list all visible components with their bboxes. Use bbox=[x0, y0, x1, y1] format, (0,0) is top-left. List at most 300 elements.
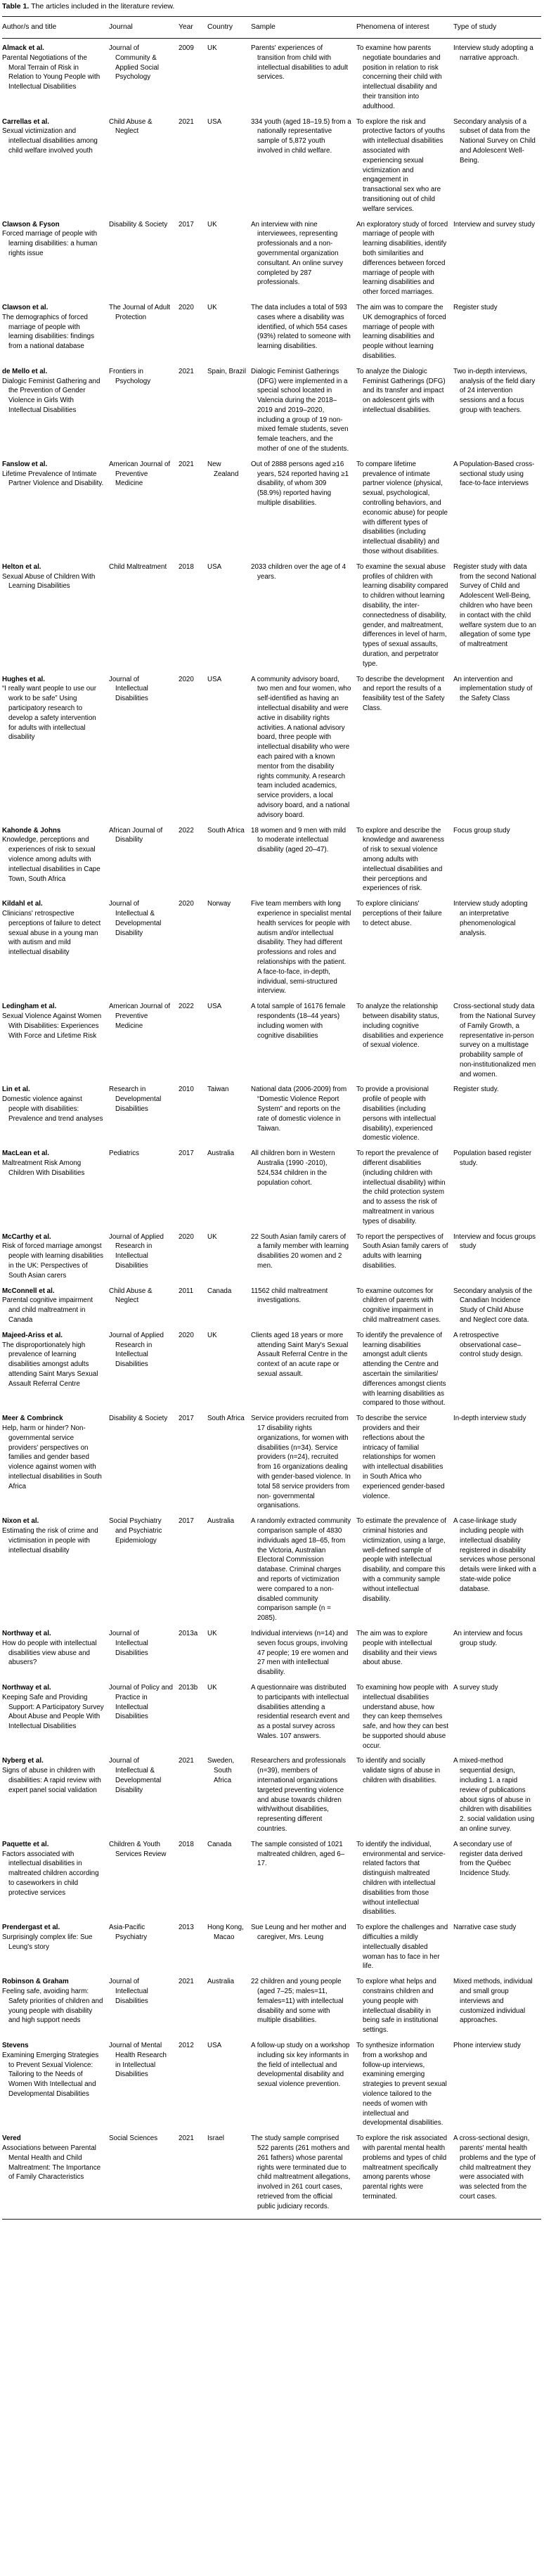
article-title: Sexual Abuse of Children With Learning Disabilities bbox=[2, 572, 96, 591]
cell-author-title bbox=[2, 1083, 109, 1147]
journal-name: Pediatrics bbox=[109, 1149, 140, 1158]
cell-type-of-study bbox=[453, 1083, 541, 1147]
phenomena-of-interest: To identify the individual, environmental and service-related factors that distinguish maltreated children with intellectual disabilities from those without intellectual disabilities. bbox=[356, 1840, 446, 1917]
cell-sample bbox=[251, 1329, 356, 1412]
sample-description: 2033 children over the age of 4 years. bbox=[251, 562, 347, 581]
type-of-study: Two in-depth interviews, analysis of the field diary of 24 intervention sessions and a focus group with teachers. bbox=[453, 367, 536, 414]
author-name: McCarthy et al. bbox=[2, 1232, 51, 1241]
author-name: de Mello et al. bbox=[2, 367, 48, 375]
cell-sample bbox=[251, 1285, 356, 1329]
cell-year bbox=[179, 2040, 207, 2132]
type-of-study: A case-linkage study including people with intellectual disability registered in disability services whose personal details were linked with a state-wide police database. bbox=[453, 1517, 536, 1593]
cell-country bbox=[207, 116, 251, 219]
cell-author-title bbox=[2, 561, 109, 674]
type-of-study: Focus group study bbox=[453, 826, 510, 835]
country-name: UK bbox=[207, 1331, 217, 1339]
cell-journal bbox=[109, 1231, 179, 1285]
country-name: UK bbox=[207, 1629, 217, 1637]
article-title: Risk of forced marriage amongst people with learning disabilities in the UK: Perspectives of South Asian carers bbox=[2, 1242, 104, 1280]
cell-author-title bbox=[2, 1921, 109, 1976]
cell-country bbox=[207, 1976, 251, 2040]
table-row bbox=[2, 1412, 541, 1515]
column-header-year: Year bbox=[179, 17, 207, 39]
phenomena-of-interest: The aim was to compare the UK demographics of forced marriage of people with learning disabilities and people without learning disabilities. bbox=[356, 303, 446, 360]
publication-year: 2021 bbox=[179, 117, 194, 126]
type-of-study: Mixed methods, individual and small group interviews and customized individual approaches. bbox=[453, 1978, 533, 2025]
table-row bbox=[2, 39, 541, 116]
phenomena-of-interest: To synthesize information from a workshop and follow-up interviews, examining emerging strategies to prevent sexual violence tailored to the needs of women with intellectual and developmental disabilities. bbox=[356, 2042, 447, 2127]
author-name: Northway et al. bbox=[2, 1683, 51, 1692]
journal-name: The Journal of Adult Protection bbox=[109, 303, 171, 321]
cell-country bbox=[207, 2132, 251, 2219]
cell-year bbox=[179, 1000, 207, 1083]
cell-year bbox=[179, 1515, 207, 1628]
journal-name: Journal of Community & Applied Social Psychology bbox=[109, 44, 160, 82]
cell-phenomena bbox=[356, 1628, 453, 1682]
cell-author-title bbox=[2, 1628, 109, 1682]
phenomena-of-interest: An exploratory study of forced marriage of people with learning disabilities, identify both similarities and differences between forced marriage of people with learning disabilities and other forced marriages. bbox=[356, 220, 448, 297]
cell-sample bbox=[251, 1838, 356, 1921]
type-of-study: Interview and survey study bbox=[453, 220, 535, 228]
cell-sample bbox=[251, 1147, 356, 1230]
author-name: Nixon et al. bbox=[2, 1517, 39, 1526]
publication-year: 2020 bbox=[179, 675, 194, 683]
country-name: Canada bbox=[207, 1840, 232, 1848]
cell-type-of-study bbox=[453, 458, 541, 561]
author-name: Hughes et al. bbox=[2, 675, 45, 683]
cell-type-of-study bbox=[453, 2132, 541, 2219]
cell-author-title bbox=[2, 366, 109, 458]
article-title: Surprisingly complex life: Sue Leung's story bbox=[2, 1933, 93, 1951]
literature-review-table bbox=[2, 16, 541, 2220]
column-header-phenomena: Phenomena of interest bbox=[356, 17, 453, 39]
country-name: UK bbox=[207, 303, 217, 311]
cell-year bbox=[179, 1231, 207, 1285]
author-name: Carrellas et al. bbox=[2, 117, 49, 126]
sample-description: Researchers and professionals (n=39), members of international organizations targeted preventing violence and abuse towards children with/without disabilities, representing different countries. bbox=[251, 1757, 347, 1834]
cell-journal bbox=[109, 1921, 179, 1976]
type-of-study: An interview and focus group study. bbox=[453, 1629, 523, 1647]
cell-type-of-study bbox=[453, 1976, 541, 2040]
cell-year bbox=[179, 39, 207, 116]
article-title: How do people with intellectual disabilities view abuse and abusers? bbox=[2, 1639, 97, 1667]
journal-name: American Journal of Preventive Medicine bbox=[109, 460, 171, 488]
cell-sample bbox=[251, 898, 356, 1000]
cell-year bbox=[179, 1755, 207, 1838]
cell-year bbox=[179, 825, 207, 899]
cell-phenomena bbox=[356, 1329, 453, 1412]
cell-year bbox=[179, 1083, 207, 1147]
table-row bbox=[2, 1682, 541, 1756]
table-row bbox=[2, 898, 541, 1000]
phenomena-of-interest: To describe the development and report the results of a feasibility test of the Safety Class. bbox=[356, 675, 445, 712]
cell-journal bbox=[109, 1755, 179, 1838]
sample-description: Out of 2888 persons aged ≥16 years, 524 reported having ≥1 disability, of whom 309 (58.9%) reported having multiple disabilities. bbox=[251, 460, 349, 508]
table-caption bbox=[2, 2, 541, 11]
publication-year: 2022 bbox=[179, 826, 194, 835]
publication-year: 2017 bbox=[179, 1415, 194, 1423]
cell-type-of-study bbox=[453, 674, 541, 825]
cell-year bbox=[179, 898, 207, 1000]
cell-sample bbox=[251, 219, 356, 302]
cell-type-of-study bbox=[453, 1147, 541, 1230]
cell-sample bbox=[251, 1231, 356, 1285]
type-of-study: A survey study bbox=[453, 1683, 498, 1692]
cell-country bbox=[207, 458, 251, 561]
cell-author-title bbox=[2, 2040, 109, 2132]
cell-sample bbox=[251, 302, 356, 366]
article-title: Parental Negotiations of the Moral Terrain of Risk in Relation to Young People with Intellectual Disabilities bbox=[2, 53, 101, 91]
cell-type-of-study bbox=[453, 561, 541, 674]
cell-journal bbox=[109, 1976, 179, 2040]
author-name: Northway et al. bbox=[2, 1629, 51, 1637]
cell-author-title bbox=[2, 458, 109, 561]
cell-sample bbox=[251, 1921, 356, 1976]
article-title: Signs of abuse in children with disabilities: A rapid review with expert panel social validation bbox=[2, 1767, 101, 1794]
article-title: Examining Emerging Strategies to Prevent Sexual Violence: Tailoring to the Needs of Women With Intellectual and Developmental Disabilities bbox=[2, 2051, 99, 2098]
type-of-study: Interview study adopting an interpretative phenomenological analysis. bbox=[453, 900, 528, 937]
cell-author-title bbox=[2, 1285, 109, 1329]
cell-journal bbox=[109, 825, 179, 899]
table-row bbox=[2, 561, 541, 674]
table-header bbox=[2, 17, 541, 39]
sample-description: Sue Leung and her mother and caregiver, Mrs. Leung bbox=[251, 1924, 347, 1942]
article-title: “I really want people to use our work to be safe” Using participatory research to develop a safety intervention for adults with intellectual disability bbox=[2, 685, 96, 742]
cell-sample bbox=[251, 366, 356, 458]
publication-year: 2020 bbox=[179, 303, 194, 311]
type-of-study: A mixed-method sequential design, including 1. a rapid review of publications about signs of abuse in children with disabilities 2. social validation using an online survey. bbox=[453, 1757, 535, 1834]
table-row bbox=[2, 825, 541, 899]
phenomena-of-interest: The aim was to explore people with intellectual disability and their views about abuse. bbox=[356, 1629, 437, 1667]
cell-phenomena bbox=[356, 2040, 453, 2132]
cell-country bbox=[207, 2040, 251, 2132]
cell-author-title bbox=[2, 1755, 109, 1838]
cell-country bbox=[207, 1921, 251, 1976]
author-name: Clawson & Fyson bbox=[2, 220, 60, 228]
cell-sample bbox=[251, 2132, 356, 2219]
cell-journal bbox=[109, 561, 179, 674]
type-of-study: Phone interview study bbox=[453, 2042, 521, 2049]
country-name: Israel bbox=[207, 2134, 224, 2143]
journal-name: Frontiers in Psychology bbox=[109, 367, 151, 385]
type-of-study: Register study with data from the second National Survey of Child and Adolescent Well-Being, children who have been in contact with the child welfare system due to an allegation of some type of maltreatment bbox=[453, 562, 536, 649]
cell-country bbox=[207, 1147, 251, 1230]
type-of-study: In-depth interview study bbox=[453, 1415, 526, 1423]
cell-year bbox=[179, 1412, 207, 1515]
cell-year bbox=[179, 561, 207, 674]
journal-name: Journal of Intellectual & Developmental Disability bbox=[109, 1757, 162, 1794]
cell-journal bbox=[109, 2132, 179, 2219]
table-row bbox=[2, 1000, 541, 1083]
cell-country bbox=[207, 302, 251, 366]
country-name: Australia bbox=[207, 1149, 235, 1158]
sample-description: Individual interviews (n=14) and seven focus groups, involving 47 people; 19 ere women and 27 men with intellectual disability. bbox=[251, 1629, 349, 1677]
author-name: Meer & Combrinck bbox=[2, 1415, 63, 1423]
cell-year bbox=[179, 1329, 207, 1412]
cell-phenomena bbox=[356, 2132, 453, 2219]
sample-description: 18 women and 9 men with mild to moderate intellectual disability (aged 20–47). bbox=[251, 826, 347, 854]
journal-name: Child Abuse & Neglect bbox=[109, 1287, 153, 1305]
cell-year bbox=[179, 116, 207, 219]
cell-phenomena bbox=[356, 219, 453, 302]
country-name: Australia bbox=[207, 1517, 235, 1526]
author-name: Paquette et al. bbox=[2, 1840, 49, 1848]
publication-year: 2013a bbox=[179, 1629, 198, 1637]
cell-year bbox=[179, 366, 207, 458]
table-row bbox=[2, 1628, 541, 1682]
publication-year: 2018 bbox=[179, 1840, 194, 1848]
author-name: Robinson & Graham bbox=[2, 1978, 69, 1986]
author-name: McConnell et al. bbox=[2, 1287, 55, 1295]
phenomena-of-interest: To identify the prevalence of learning disabilities amongst adult clients attending the Centre and ascertain the similarities/ differences amongst clients with learning disabilities as compared to those without. bbox=[356, 1331, 446, 1408]
cell-journal bbox=[109, 1147, 179, 1230]
cell-phenomena bbox=[356, 1838, 453, 1921]
sample-description: Clients aged 18 years or more attending Saint Mary's Sexual Assault Referral Centre in the context of an acute rape or sexual assault. bbox=[251, 1331, 349, 1378]
phenomena-of-interest: To explore and describe the knowledge and awareness of risk to sexual violence among adults with intellectual disabilities and their perceptions and experiences of risk. bbox=[356, 826, 445, 893]
country-name: Taiwan bbox=[207, 1086, 229, 1094]
cell-journal bbox=[109, 898, 179, 1000]
publication-year: 2009 bbox=[179, 44, 194, 52]
column-header-journal: Journal bbox=[109, 17, 179, 39]
sample-description: The study sample comprised 522 parents (261 mothers and 261 fathers) whose parental rights were terminated due to child maltreatment allegations, involved in 261 court cases, retrieved from the official public judiciary records. bbox=[251, 2134, 351, 2210]
article-title: Sexual victimization and intellectual disabilities among child welfare involved youth bbox=[2, 127, 98, 155]
phenomena-of-interest: To explore clinicians' perceptions of their failure to detect abuse. bbox=[356, 900, 442, 927]
cell-sample bbox=[251, 116, 356, 219]
cell-journal bbox=[109, 1285, 179, 1329]
phenomena-of-interest: To report the prevalence of different disabilities (including children with intellectual disability) within the child protection system and to assess the risk of maltreatment in various types of disability. bbox=[356, 1149, 446, 1225]
cell-journal bbox=[109, 116, 179, 219]
sample-description: The sample consisted of 1021 maltreated children, aged 6–17. bbox=[251, 1840, 345, 1868]
cell-type-of-study bbox=[453, 1838, 541, 1921]
cell-type-of-study bbox=[453, 1000, 541, 1083]
cell-phenomena bbox=[356, 674, 453, 825]
column-header-authors-title: Author/s and title bbox=[2, 17, 109, 39]
table-row bbox=[2, 1515, 541, 1628]
cell-year bbox=[179, 1921, 207, 1976]
cell-year bbox=[179, 674, 207, 825]
author-name: Helton et al. bbox=[2, 562, 41, 571]
sample-description: Five team members with long experience in specialist mental health services for people with autism and/or intellectual disability. They had different professions and roles and relationships with the patient. A face-to-face, in-depth, individual, semi-structured interview. bbox=[251, 900, 351, 996]
phenomena-of-interest: To explore the risk and protective factors of youths with intellectual disabilities associated with experiencing sexual victimization and engagement in transactional sex who are transitioning out of child welfare services. bbox=[356, 117, 446, 213]
cell-year bbox=[179, 1838, 207, 1921]
sample-description: 22 South Asian family carers of a family member with learning disabilities 20 women and 2 men. bbox=[251, 1232, 349, 1270]
cell-phenomena bbox=[356, 1000, 453, 1083]
country-name: USA bbox=[207, 675, 222, 683]
journal-name: Child Maltreatment bbox=[109, 562, 167, 571]
table-row bbox=[2, 219, 541, 302]
cell-journal bbox=[109, 39, 179, 116]
cell-year bbox=[179, 219, 207, 302]
cell-author-title bbox=[2, 1838, 109, 1921]
type-of-study: A secondary use of register data derived from the Québec Incidence Study. bbox=[453, 1840, 523, 1878]
country-name: UK bbox=[207, 1232, 217, 1241]
cell-journal bbox=[109, 302, 179, 366]
cell-journal bbox=[109, 1838, 179, 1921]
cell-phenomena bbox=[356, 1231, 453, 1285]
journal-name: Journal of Intellectual & Developmental Disability bbox=[109, 900, 162, 937]
cell-sample bbox=[251, 674, 356, 825]
cell-phenomena bbox=[356, 1147, 453, 1230]
publication-year: 2010 bbox=[179, 1086, 194, 1094]
author-name: Clawson et al. bbox=[2, 303, 48, 311]
cell-author-title bbox=[2, 825, 109, 899]
cell-country bbox=[207, 39, 251, 116]
cell-country bbox=[207, 1628, 251, 1682]
journal-name: African Journal of Disability bbox=[109, 826, 163, 844]
cell-sample bbox=[251, 1412, 356, 1515]
cell-type-of-study bbox=[453, 1628, 541, 1682]
publication-year: 2012 bbox=[179, 2042, 194, 2049]
article-title: Parental cognitive impairment and child maltreatment in Canada bbox=[2, 1296, 93, 1325]
cell-country bbox=[207, 1412, 251, 1515]
column-header-type-of-study: Type of study bbox=[453, 17, 541, 39]
sample-description: A follow-up study on a workshop including six key informants in the field of intellectual and developmental disability and sexual violence prevention. bbox=[251, 2042, 350, 2089]
type-of-study: Interview study adopting a narrative approach. bbox=[453, 44, 533, 62]
publication-year: 2011 bbox=[179, 1287, 194, 1295]
cell-type-of-study bbox=[453, 366, 541, 458]
cell-type-of-study bbox=[453, 1285, 541, 1329]
cell-year bbox=[179, 302, 207, 366]
journal-name: Children & Youth Services Review bbox=[109, 1840, 167, 1858]
cell-country bbox=[207, 825, 251, 899]
cell-sample bbox=[251, 458, 356, 561]
article-title: Associations between Parental Mental Health and Child Maltreatment: The Importance of Family Characteristics bbox=[2, 2144, 101, 2182]
publication-year: 2021 bbox=[179, 367, 194, 375]
country-name: Spain, Brazil bbox=[207, 367, 246, 375]
country-name: USA bbox=[207, 562, 222, 571]
cell-journal bbox=[109, 1515, 179, 1628]
cell-author-title bbox=[2, 1000, 109, 1083]
cell-sample bbox=[251, 39, 356, 116]
table-row bbox=[2, 302, 541, 366]
cell-country bbox=[207, 561, 251, 674]
cell-country bbox=[207, 1231, 251, 1285]
cell-author-title bbox=[2, 898, 109, 1000]
article-title: Keeping Safe and Providing Support: A Participatory Survey About Abuse and People With Intellectual Disabilities bbox=[2, 1693, 104, 1731]
table-row bbox=[2, 458, 541, 561]
country-name: UK bbox=[207, 1683, 217, 1692]
table-caption-label: Table 1. bbox=[2, 2, 30, 11]
sample-description: Parents' experiences of transition from child with intellectual disabilities to adult services. bbox=[251, 44, 349, 82]
sample-description: Service providers recruited from 17 disability rights organizations, for women with disabilities (n=34). Service providers (n=24), recruited from 16 organizations dealing with gender-based violence. In total 58 service providers from non- governmental organisations. bbox=[251, 1415, 351, 1510]
publication-year: 2017 bbox=[179, 220, 194, 228]
article-title: Factors associated with intellectual disabilities in maltreated children according to caseworkers in child protective services bbox=[2, 1850, 99, 1897]
cell-journal bbox=[109, 2040, 179, 2132]
journal-name: Journal of Mental Health Research in Intellectual Disabilities bbox=[109, 2042, 167, 2079]
article-title: Domestic violence against people with disabilities: Prevalence and trend analyses bbox=[2, 1095, 103, 1123]
cell-type-of-study bbox=[453, 1412, 541, 1515]
cell-journal bbox=[109, 1329, 179, 1412]
cell-phenomena bbox=[356, 1921, 453, 1976]
cell-sample bbox=[251, 1976, 356, 2040]
phenomena-of-interest: To explore the challenges and difficulties a mildly intellectually disabled woman has to face in her life. bbox=[356, 1924, 448, 1971]
cell-phenomena bbox=[356, 1285, 453, 1329]
cell-author-title bbox=[2, 1515, 109, 1628]
type-of-study: Interview and focus groups study bbox=[453, 1232, 536, 1251]
journal-name: Child Abuse & Neglect bbox=[109, 117, 153, 136]
cell-type-of-study bbox=[453, 116, 541, 219]
type-of-study: Cross-sectional study data from the National Survey of Family Growth, a representative in-person survey on a multistage probability sample of non-institutionalized men and women. bbox=[453, 1003, 536, 1078]
table-row bbox=[2, 1838, 541, 1921]
author-name: Ledingham et al. bbox=[2, 1003, 57, 1011]
table-row bbox=[2, 1083, 541, 1147]
article-title: Maltreatment Risk Among Children With Disabilities bbox=[2, 1159, 85, 1177]
country-name: Canada bbox=[207, 1287, 232, 1295]
cell-author-title bbox=[2, 219, 109, 302]
publication-year: 2020 bbox=[179, 1331, 194, 1339]
phenomena-of-interest: To estimate the prevalence of criminal histories and victimization, using a large, well-defined sample of people with intellectual disability, and compare this with a community sample without intellectual disability. bbox=[356, 1517, 446, 1603]
cell-phenomena bbox=[356, 1976, 453, 2040]
column-header-sample: Sample bbox=[251, 17, 356, 39]
cell-year bbox=[179, 1682, 207, 1756]
cell-type-of-study bbox=[453, 1515, 541, 1628]
cell-country bbox=[207, 1083, 251, 1147]
cell-phenomena bbox=[356, 561, 453, 674]
publication-year: 2018 bbox=[179, 562, 194, 571]
type-of-study: Secondary analysis of a subset of data from the National Survey on Child and Adolescent Well-Being. bbox=[453, 117, 536, 165]
article-title: Feeling safe, avoiding harm: Safety priorities of children and young people with disability and high support needs bbox=[2, 1988, 103, 2025]
cell-author-title bbox=[2, 302, 109, 366]
phenomena-of-interest: To examine how parents negotiate boundaries and position in relation to risk concerning their child with intellectual disability and their transition into adulthood. bbox=[356, 44, 442, 110]
publication-year: 2020 bbox=[179, 1232, 194, 1241]
cell-sample bbox=[251, 1083, 356, 1147]
cell-journal bbox=[109, 674, 179, 825]
sample-description: A questionnaire was distributed to participants with intellectual disabilities attending a residential research event and as a postal survey across Wales. 107 answers. bbox=[251, 1683, 350, 1740]
country-name: USA bbox=[207, 117, 222, 126]
journal-name: Journal of Policy and Practice in Intellectual Disabilities bbox=[109, 1683, 173, 1721]
country-name: South Africa bbox=[207, 1415, 245, 1423]
phenomena-of-interest: To report the perspectives of South Asian family carers of adults with learning disabilities. bbox=[356, 1232, 448, 1270]
country-name: South Africa bbox=[207, 826, 245, 835]
journal-name: Journal of Applied Research in Intellectual Disabilities bbox=[109, 1331, 164, 1369]
country-name: Norway bbox=[207, 900, 231, 908]
phenomena-of-interest: To examine the sexual abuse profiles of children with learning disability compared to children without learning disability, the inter-connectedness of disability, gender, and maltreatment, differences in level of harm, types of sexual assaults, duration, and perpetrator type. bbox=[356, 562, 448, 668]
table-row bbox=[2, 1147, 541, 1230]
author-name: Fanslow et al. bbox=[2, 460, 48, 468]
author-name: Kildahl et al. bbox=[2, 900, 43, 908]
author-name: Stevens bbox=[2, 2042, 29, 2049]
publication-year: 2013b bbox=[179, 1683, 198, 1692]
cell-country bbox=[207, 1838, 251, 1921]
cell-journal bbox=[109, 1682, 179, 1756]
table-row bbox=[2, 2132, 541, 2219]
cell-author-title bbox=[2, 674, 109, 825]
sample-description: A total sample of 16176 female respondents (18–44 years) including women with cognitive disabilities bbox=[251, 1003, 346, 1040]
cell-phenomena bbox=[356, 366, 453, 458]
cell-sample bbox=[251, 1515, 356, 1628]
cell-journal bbox=[109, 1083, 179, 1147]
cell-phenomena bbox=[356, 1412, 453, 1515]
cell-journal bbox=[109, 1412, 179, 1515]
phenomena-of-interest: To describe the service providers and their reflections about the intricacy of familial relationships for women with intellectual disabilities in South Africa who experienced gender-based violence. bbox=[356, 1415, 445, 1500]
cell-country bbox=[207, 366, 251, 458]
phenomena-of-interest: To examining how people with intellectual disabilities understand abuse, how they can keep themselves safe, and how they can best be supported should abuse occur. bbox=[356, 1683, 448, 1750]
cell-type-of-study bbox=[453, 825, 541, 899]
cell-type-of-study bbox=[453, 39, 541, 116]
article-title: Knowledge, perceptions and experiences of risk to sexual violence among adults with intellectual disabilities in Cape Town, South Africa bbox=[2, 836, 101, 883]
table-row bbox=[2, 116, 541, 219]
table-row bbox=[2, 1329, 541, 1412]
type-of-study: A Population-Based cross-sectional study using face-to-face interviews bbox=[453, 460, 535, 488]
cell-country bbox=[207, 219, 251, 302]
cell-journal bbox=[109, 1628, 179, 1682]
cell-phenomena bbox=[356, 116, 453, 219]
country-name: Australia bbox=[207, 1978, 235, 1986]
cell-author-title bbox=[2, 39, 109, 116]
cell-phenomena bbox=[356, 458, 453, 561]
cell-year bbox=[179, 1628, 207, 1682]
phenomena-of-interest: To explore the risk associated with parental mental health problems and types of child maltreatment specifically among parents whose parental rights were terminated. bbox=[356, 2134, 448, 2201]
